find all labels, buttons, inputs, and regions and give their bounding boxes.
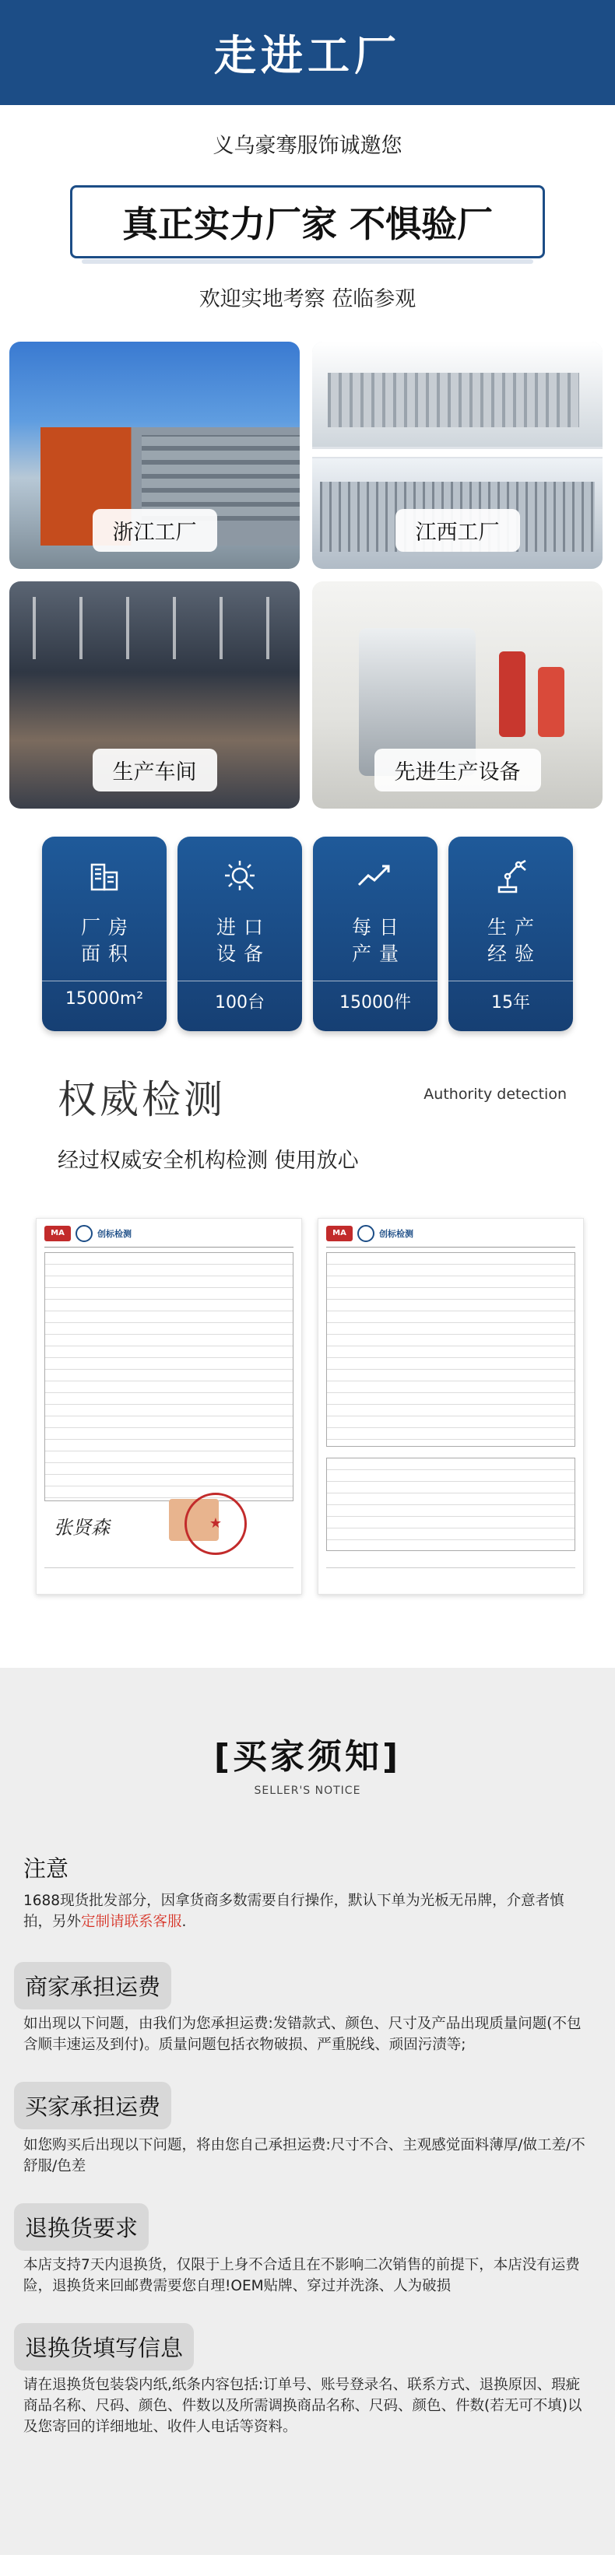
report-table: [326, 1252, 575, 1447]
factory-photo-grid: [0, 342, 615, 809]
gear-wrench-icon: [218, 854, 262, 897]
notice-title: [买家须知]: [213, 1737, 402, 1777]
stat-label-line1: 生产: [487, 916, 542, 939]
photo-label: 生产车间: [93, 749, 217, 791]
lab-logo-icon: [76, 1225, 93, 1242]
section-heading: 退换货要求: [14, 2203, 149, 2251]
section-text: 请在退换货包装袋内纸,纸条内容包括:订单号、账号登录名、联系方式、退换原因、瑕疵商品名称、尺码、颜色、件数以及所需调换商品名称、尺码、颜色、件数(若无可不填)以及您寄回的详细地址、收件人电话等资料。: [23, 2377, 582, 2435]
authority-subtitle: 经过权威安全机构检测 使用放心: [58, 1149, 359, 1173]
stat-card-experience: [448, 837, 573, 1031]
test-report-image-left: [36, 1218, 302, 1595]
lab-name: 创标检测: [97, 1229, 132, 1239]
lab-name: 创标检测: [379, 1229, 413, 1239]
stat-value: 15年: [491, 993, 530, 1013]
stat-label-line1: 厂房: [80, 916, 135, 939]
test-report-image-right: [318, 1218, 584, 1595]
photo-label: 浙江工厂: [93, 509, 217, 552]
header-band: [0, 0, 615, 105]
stat-value: 100台: [215, 993, 265, 1013]
slogan-text: 真正实力厂家 不惧验厂: [121, 203, 493, 245]
invite-text: 义乌豪骞服饰诚邀您: [213, 134, 402, 158]
lab-logo-icon: [357, 1225, 374, 1242]
authority-title: 权威检测: [58, 1077, 226, 1122]
stat-value: 15000件: [339, 993, 411, 1013]
official-seal: ★: [184, 1493, 247, 1555]
section-text: 如您购买后出现以下问题，将由您自己承担运费:尺寸不合、主观感觉面料薄厚/做工差/不舒服/色差: [23, 2137, 585, 2174]
jiangxi-factory-photo: [312, 342, 603, 569]
workshop-photo: [9, 581, 300, 809]
section-text: 如出现以下问题，由我们为您承担运费:发错款式、颜色、尺寸及产品出现质量问题(不包含顺丰速运及到付)。质量问题包括衣物破损、严重脱线、顽固污渍等;: [23, 2016, 582, 2053]
signature: 张贤森: [54, 1517, 110, 1539]
building-icon: [83, 854, 126, 897]
report-table: [44, 1252, 293, 1501]
slogan-box: [70, 185, 545, 258]
stat-card-area: [42, 837, 167, 1031]
section-heading: 买家承担运费: [14, 2082, 171, 2129]
stat-label-line2: 设备: [216, 942, 271, 965]
authority-section: [0, 1053, 615, 1668]
stat-value: 15000m²: [65, 989, 144, 1009]
robot-arm-icon: [489, 854, 532, 897]
equipment-photo: [312, 581, 603, 809]
intro: [0, 105, 615, 312]
page-title: 走进工厂: [214, 31, 401, 80]
trend-up-icon: [353, 854, 397, 897]
cma-logo: MA: [44, 1226, 71, 1241]
authority-title-en: Authority detection: [423, 1086, 567, 1103]
buyer-notice: [0, 1668, 615, 2555]
stats-row: [0, 837, 615, 1031]
stat-label-line2: 面积: [80, 942, 135, 965]
stat-card-equipment: [177, 837, 302, 1031]
photo-label: 江西工厂: [395, 509, 520, 552]
customize-contact-link: 定制请联系客服: [81, 1914, 182, 1930]
visit-text: 欢迎实地考察 莅临参观: [199, 287, 416, 311]
section-heading: 退换货填写信息: [14, 2323, 194, 2371]
stat-label-line2: 经验: [487, 942, 542, 965]
report-notes: [326, 1458, 575, 1551]
stat-card-output: [313, 837, 438, 1031]
stat-label-line2: 产量: [351, 942, 406, 965]
note-text: 1688现货批发部分，因拿货商多数需要自行操作，默认下单为光板无吊牌，介意者慎拍，另外定制请联系客服.: [23, 1893, 564, 1930]
stat-label-line1: 每日: [351, 916, 406, 939]
zhejiang-factory-photo: [9, 342, 300, 569]
photo-label: 先进生产设备: [374, 749, 541, 791]
cma-logo: MA: [326, 1226, 353, 1241]
section-text: 本店支持7天内退换货，仅限于上身不合适且在不影响二次销售的前提下，本店没有运费险，退换货来回邮费需要您自理!OEM贴牌、穿过并洗涤、人为破损: [23, 2257, 580, 2294]
note-heading: 注意: [23, 1855, 69, 1882]
notice-title-en: SELLER'S NOTICE: [254, 1785, 361, 1797]
stat-label-line1: 进口: [216, 916, 271, 939]
section-heading: 商家承担运费: [14, 1962, 171, 2009]
